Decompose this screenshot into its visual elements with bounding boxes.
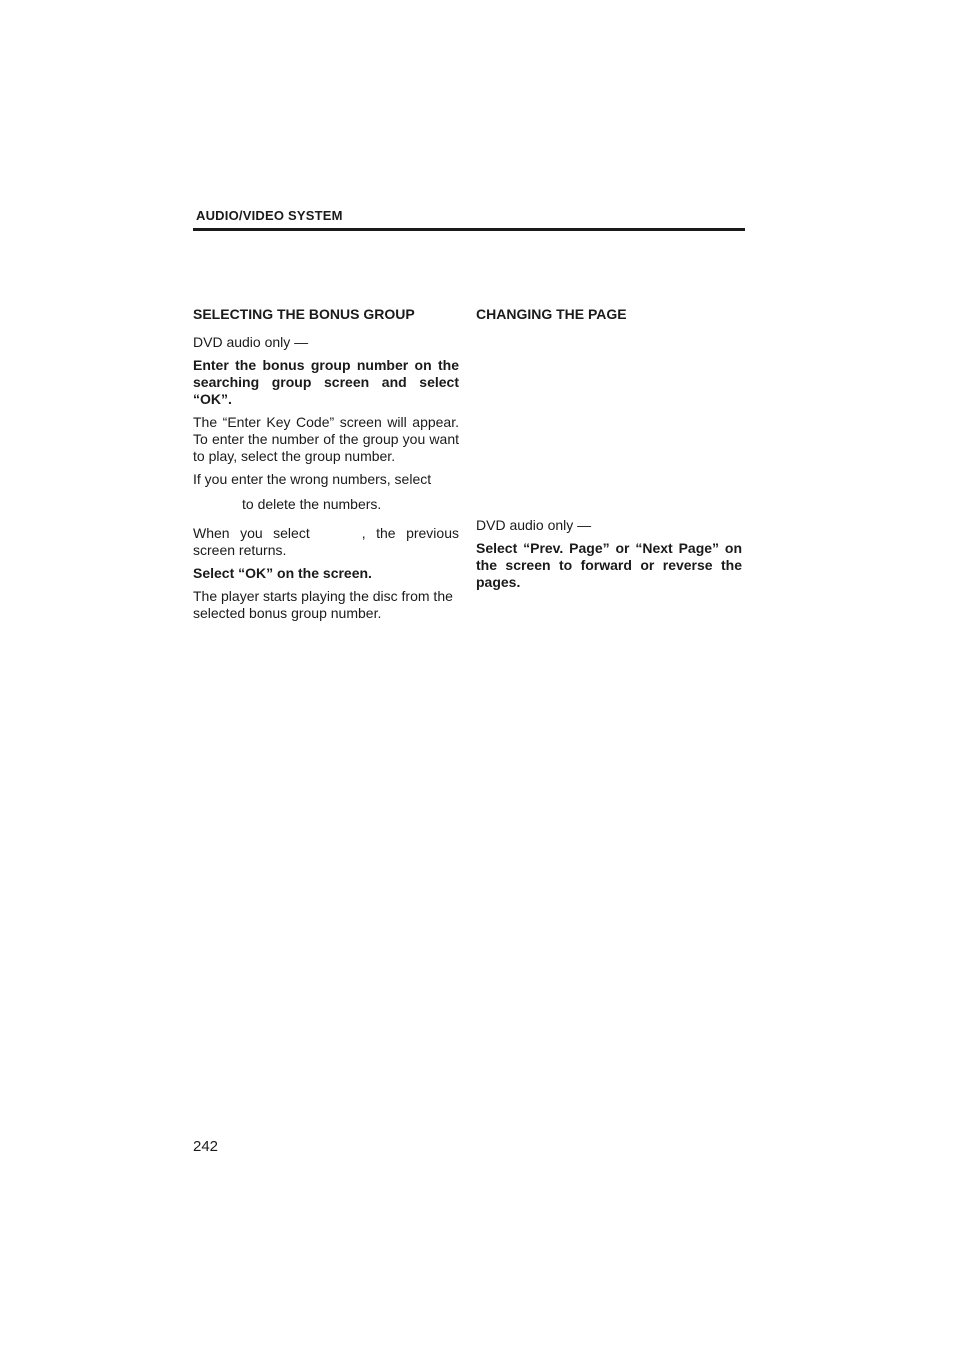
paragraph-player-starts: The player starts playing the disc from the selected bonus group number. <box>193 588 453 621</box>
previous-screen-text-b: , the previous screen returns. <box>193 525 459 558</box>
instruction-enter-number: Enter the bonus group number on the searching group screen and select “OK”. <box>193 357 459 407</box>
section-heading-bonus-group: SELECTING THE BONUS GROUP <box>193 306 415 322</box>
section-heading-changing-page: CHANGING THE PAGE <box>476 306 627 322</box>
wrong-numbers-text-b: to delete the numbers. <box>242 496 382 512</box>
screen-image-area <box>476 334 742 517</box>
paragraph-enter-key-code: The “Enter Key Code” screen will appear. To enter the number of the group you want to play, select the group number. <box>193 414 459 464</box>
wrong-numbers-text-a: If you enter the wrong numbers, select <box>193 471 432 487</box>
dvd-audio-only-note-right: DVD audio only — <box>476 517 592 533</box>
header-divider <box>193 228 745 231</box>
dvd-audio-only-note: DVD audio only — <box>193 334 309 350</box>
instruction-select-ok: Select “OK” on the screen. <box>193 565 372 581</box>
instruction-prev-next-page: Select “Prev. Page” or “Next Page” on the screen to forward or reverse the pages. <box>476 540 742 590</box>
paragraph-wrong-numbers <box>193 471 459 513</box>
page-number: 242 <box>193 1138 219 1155</box>
left-column <box>193 306 459 628</box>
paragraph-previous-screen <box>193 525 459 559</box>
previous-screen-text-a: When you select <box>193 525 310 541</box>
right-column <box>476 306 742 597</box>
section-title: AUDIO/VIDEO SYSTEM <box>196 208 343 223</box>
